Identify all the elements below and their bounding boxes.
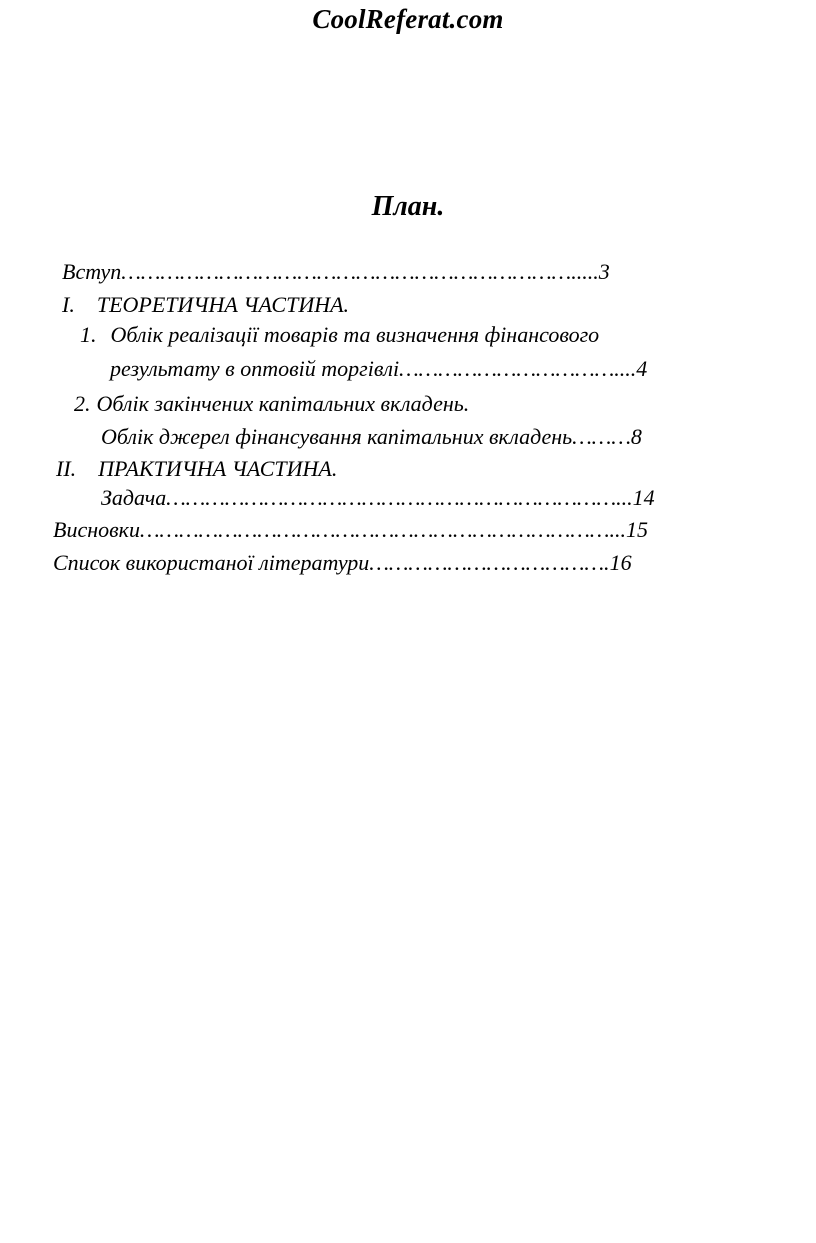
toc-entry-capital-line2 — [101, 424, 642, 450]
page-title: План. — [371, 191, 445, 222]
toc-leader: ……………………………………………………………..... — [121, 259, 599, 284]
toc-label: Список використаної літератури — [53, 550, 370, 575]
toc-page-number: 16 — [609, 550, 632, 575]
toc-label: результату в оптовій торгівлі — [110, 356, 400, 381]
toc-page-number: 15 — [625, 517, 648, 542]
toc-section-theory — [62, 292, 349, 318]
toc-leader: ………………………………………………………………... — [139, 517, 626, 542]
toc-entry-sales-line1 — [80, 322, 599, 348]
toc-leader: ……… — [572, 424, 631, 449]
toc-page-number: 4 — [636, 356, 648, 381]
toc-section-label: ТЕОРЕТИЧНА ЧАСТИНА. — [96, 292, 350, 317]
toc-leader: ………………………………. — [369, 550, 610, 575]
toc-section-number: I. — [62, 292, 75, 317]
toc-label: Вступ — [62, 259, 122, 284]
toc-leader: ……………………………………………………………... — [166, 485, 633, 510]
toc-section-practice — [56, 456, 337, 482]
toc-entry-intro — [62, 259, 610, 285]
toc-label: Облік закінчених капітальних вкладень. — [96, 391, 470, 416]
toc-item-number: 1. — [80, 322, 97, 347]
toc-page-number: 8 — [630, 424, 642, 449]
toc-label: Облік джерел фінансування капітальних вкладень — [101, 424, 573, 449]
toc-entry-sales-line2 — [110, 356, 647, 382]
toc-entry-literature — [53, 550, 632, 576]
toc-section-number: II. — [56, 456, 77, 481]
toc-leader: …………………………….... — [399, 356, 637, 381]
toc-page-number: 14 — [632, 485, 655, 510]
toc-entry-task — [101, 485, 655, 511]
toc-entry-capital-line1 — [74, 391, 469, 417]
toc-label: Задача — [101, 485, 167, 510]
toc-label: Облік реалізації товарів та визначення фінансового — [110, 322, 600, 347]
toc-entry-conclusions — [53, 517, 648, 543]
toc-page-number: 3 — [598, 259, 610, 284]
toc-label: Висновки — [53, 517, 140, 542]
site-header: CoolReferat.com — [312, 4, 504, 34]
toc-item-number: 2. — [74, 391, 91, 416]
toc-section-label: ПРАКТИЧНА ЧАСТИНА. — [98, 456, 338, 481]
